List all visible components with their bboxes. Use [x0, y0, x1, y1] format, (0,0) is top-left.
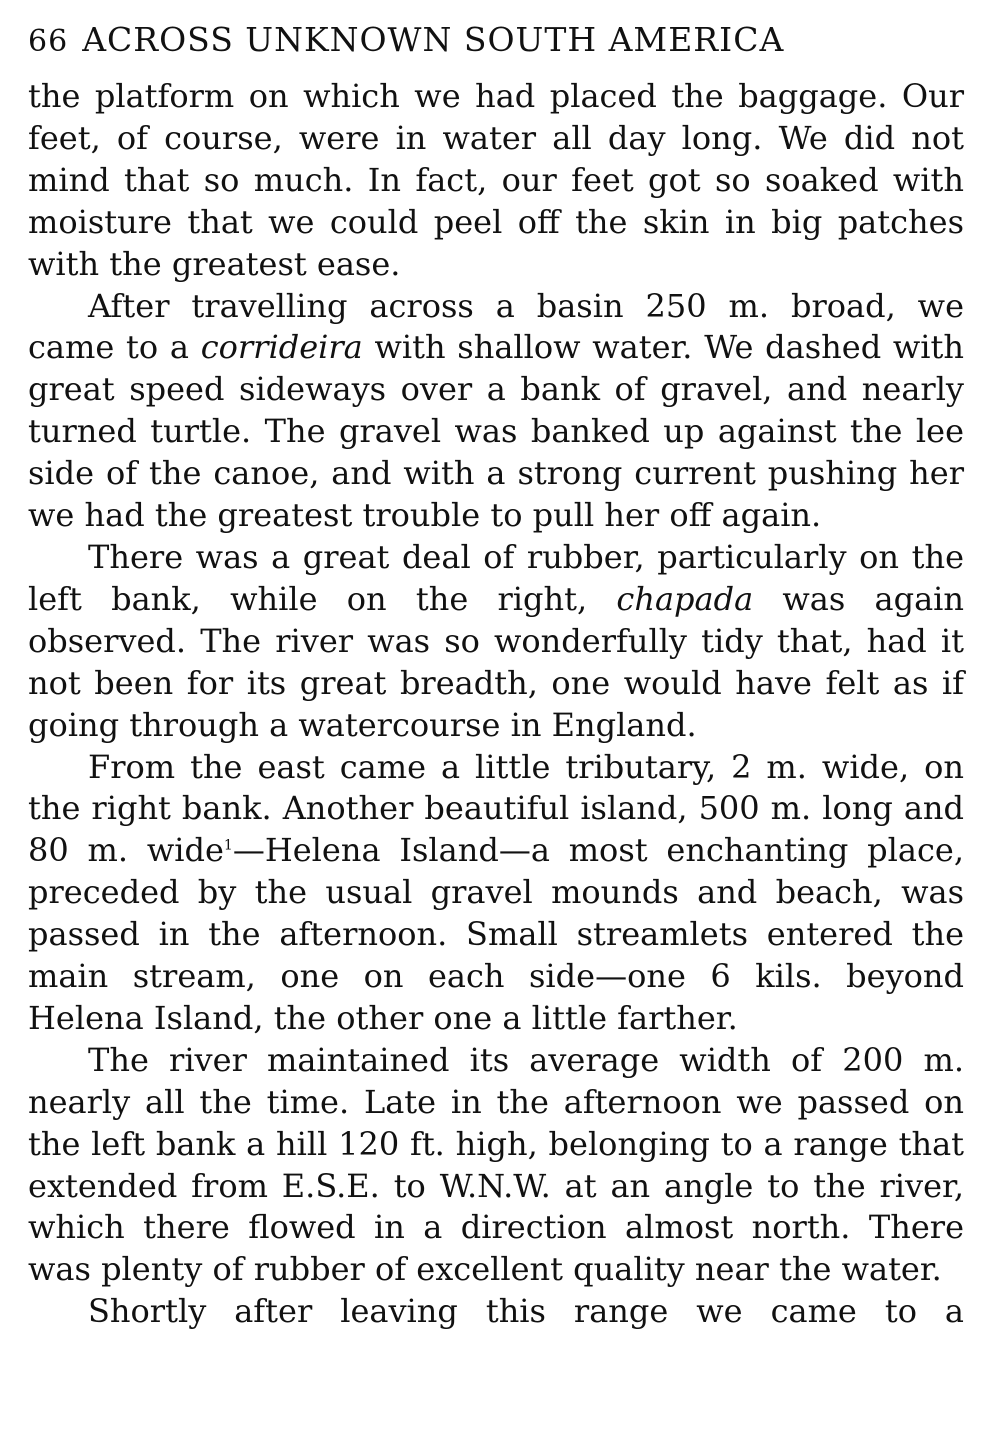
footnote-marker: 1	[223, 837, 233, 854]
paragraph-continued	[28, 76, 964, 286]
paragraph-text: There was a great deal of rubber, particularly on the left bank, while on the right,	[28, 537, 964, 618]
paragraph-rubber	[28, 537, 964, 747]
paragraph-text: the platform on which we had placed the baggage. Our feet, of course, were in water all day long. We did not mind that so much. In fact, our feet got so soaked with moisture that we could peel off the skin in big patches with the greatest ease.	[28, 77, 964, 283]
italic-term: corrideira	[200, 328, 363, 367]
paragraph-corrideira	[28, 286, 964, 537]
page-number: 66	[28, 24, 69, 59]
paragraph-river-width	[28, 1040, 964, 1291]
paragraph-text: Shortly after leaving this range we came to a	[88, 1292, 964, 1331]
book-page	[28, 18, 964, 1333]
body-text	[28, 76, 964, 1333]
paragraph-text: with shallow water. We dashed with great speed sideways over a bank of gravel, and nearly turned turtle. The gravel was banked up against the lee side of the canoe, and with a strong current pushing her we had the greatest trouble to pull her off again.	[28, 328, 965, 535]
italic-term: chapada	[616, 579, 754, 618]
paragraph-text: —Helena Island—a most enchanting place, preceded by the usual gravel mounds and beach, was passed in the afternoon. Small streamlets entered the main stream, one on each side—one 6 kils. beyond Helena Island, the other one a little farther.	[28, 831, 964, 1037]
running-header	[28, 18, 964, 76]
paragraph-text: From the east came a little tributary, 2 m. wide, on the right bank. Another beautiful island, 500 m. long and 80 m. wide	[28, 747, 964, 870]
paragraph-text: After travelling across a basin 250 m. broad, we came to a	[28, 286, 964, 367]
paragraph-text: was again observed. The river was so wonderfully tidy that, had it not been for its great breadth, one would have felt as if going through a watercourse in England.	[28, 579, 964, 744]
running-title: ACROSS UNKNOWN SOUTH AMERICA	[82, 20, 785, 59]
paragraph-continues	[28, 1291, 964, 1333]
paragraph-helena-island	[28, 747, 964, 1040]
paragraph-text: The river maintained its average width of 200 m. nearly all the time. Late in the afternoon we passed on the left bank a hill 120 ft. high, belonging to a range that extended from E.S.E. to W.N.W. at an angle to the river, which there flowed in a direction almost north. There was plenty of rubber of excellent quality near the water.	[28, 1040, 964, 1289]
